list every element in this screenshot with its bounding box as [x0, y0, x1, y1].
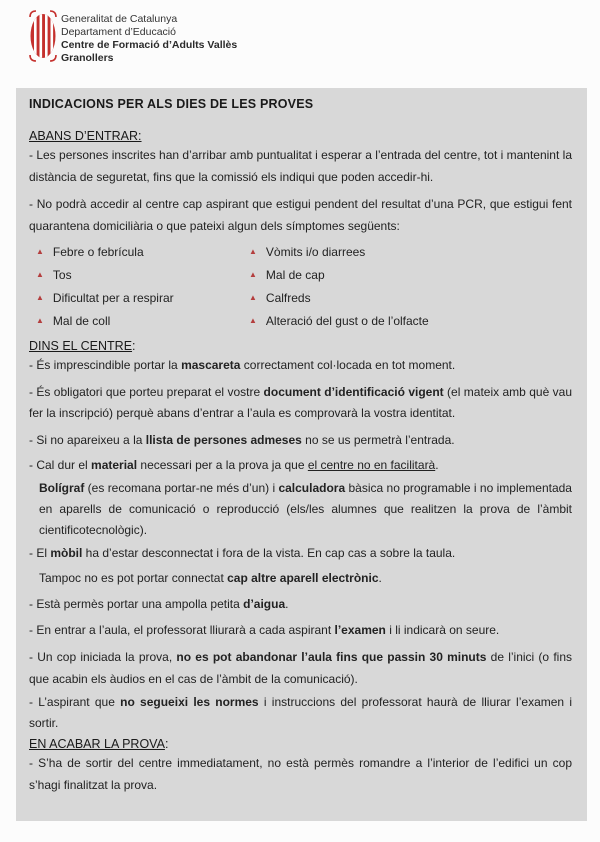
- text-segment: bàsica no programable i no implementada en aparells de comunicació o reproducció (els/les alumnes que realitzen la prova de l’àmbit cientificotecnològic).: [39, 481, 572, 537]
- generalitat-senyera-logo-icon: [29, 10, 57, 62]
- text-segment: correctament col·locada en tot moment.: [240, 358, 456, 372]
- triangle-bullet-icon: ▲: [249, 293, 257, 302]
- text-segment: ha d’estar desconnectat i fora de la vista. En cap cas a sobre la taula.: [82, 546, 456, 560]
- text-segment: Tampoc no es pot portar connectat: [39, 571, 228, 585]
- text-segment: no es pot abandonar l’aula fins que passin 30 minuts: [176, 650, 487, 664]
- paragraph: [29, 646, 572, 690]
- text-segment: d’aigua: [243, 597, 286, 611]
- symptoms-list: [29, 241, 572, 333]
- text-segment: - L’aspirant que: [29, 695, 121, 709]
- document-header: [29, 10, 237, 65]
- symptom-item: [249, 287, 429, 310]
- symptom-item: [36, 264, 249, 287]
- text-segment: llista de persones admeses: [145, 433, 302, 447]
- symptom-item: [36, 287, 249, 310]
- paragraph: [39, 567, 572, 589]
- paragraph: [29, 542, 572, 564]
- header-line-center: Centre de Formació d’Adults Vallès: [61, 39, 238, 51]
- triangle-bullet-icon: ▲: [36, 316, 44, 325]
- symptom-label: Alteració del gust o de l’olfacte: [265, 314, 429, 328]
- text-segment: material: [91, 458, 138, 472]
- symptom-item: [36, 310, 249, 333]
- text-segment: i li indicarà on seure.: [385, 623, 500, 637]
- header-line-org: Generalitat de Catalunya: [61, 13, 178, 25]
- text-segment: (es recomana portar-ne més d’un) i: [84, 481, 279, 495]
- text-segment: no se us permetrà l’entrada.: [301, 433, 455, 447]
- text-segment: .: [435, 458, 439, 472]
- text-segment: - Està permès portar una ampolla petita: [29, 597, 244, 611]
- text-segment: .: [378, 571, 382, 585]
- triangle-bullet-icon: ▲: [36, 270, 44, 279]
- section-heading-abans-entrar: [29, 129, 572, 144]
- header-org-block: [61, 10, 237, 65]
- paragraph: [29, 144, 572, 188]
- paragraph: [29, 382, 572, 424]
- symptom-label: Vòmits i/o diarrees: [265, 245, 366, 259]
- symptom-label: Calfreds: [265, 291, 311, 305]
- symptom-label: Febre o febrícula: [52, 245, 144, 259]
- triangle-bullet-icon: ▲: [249, 316, 257, 325]
- triangle-bullet-icon: ▲: [249, 247, 257, 256]
- heading-colon: :: [164, 737, 169, 751]
- notice-box: [16, 88, 587, 821]
- symptom-label: Mal de coll: [52, 314, 111, 328]
- text-segment: i instruccions del professorat haurà de lliurar l’examen i sortir.: [29, 695, 572, 730]
- text-segment: .: [285, 597, 289, 611]
- text-segment: - Si no apareixeu a la: [29, 433, 146, 447]
- text-segment: - En entrar a l’aula, el professorat lliurarà a cada aspirant: [29, 623, 335, 637]
- text-segment: - Un cop iniciada la prova,: [29, 650, 177, 664]
- paragraph: [29, 752, 572, 796]
- symptom-label: Dificultat per a respirar: [52, 291, 174, 305]
- paragraph: [29, 619, 572, 641]
- triangle-bullet-icon: ▲: [249, 270, 257, 279]
- heading-text: DINS EL CENTRE: [29, 339, 133, 353]
- heading-text: ABANS D’ENTRAR:: [29, 129, 142, 143]
- paragraph: [39, 478, 572, 541]
- symptom-label: Tos: [52, 268, 72, 282]
- section-heading-en-acabar: [29, 737, 572, 752]
- text-segment: mascareta: [181, 358, 241, 372]
- symptoms-column-right: [249, 241, 429, 333]
- section-heading-dins-centre: [29, 339, 572, 354]
- triangle-bullet-icon: ▲: [36, 247, 44, 256]
- header-line-dept: Departament d’Educació: [61, 26, 176, 38]
- text-segment: (el mateix amb què vau fer la inscripció) perquè abans d’entrar a l’aula es comprovarà la vostra identitat.: [29, 385, 572, 420]
- triangle-bullet-icon: ▲: [36, 293, 44, 302]
- symptom-item: [249, 241, 429, 264]
- symptom-label: Mal de cap: [265, 268, 325, 282]
- paragraph: [29, 193, 572, 237]
- text-segment: - És imprescindible portar la: [29, 358, 182, 372]
- paragraph: [29, 692, 572, 734]
- text-segment: - Cal dur el: [29, 458, 92, 472]
- text-segment: necessari per a la prova ja que: [137, 458, 308, 472]
- symptom-item: [36, 241, 249, 264]
- text-segment: de l’inici (o fins que acabin els àudios en el cas de l’àmbit de la comunicació).: [29, 650, 572, 686]
- text-segment: document d’identificació vigent: [263, 385, 444, 399]
- header-line-city: Granollers: [61, 52, 114, 64]
- text-segment: - El: [29, 546, 51, 560]
- paragraph: [29, 354, 572, 376]
- text-segment: l’examen: [334, 623, 386, 637]
- symptoms-column-left: [36, 241, 249, 333]
- text-segment: cap altre aparell electrònic: [227, 571, 379, 585]
- paragraph: [29, 429, 572, 451]
- text-segment: - S’ha de sortir del centre immediatament, no està permès romandre a l’interior de l’edifici un cop s’hagi finalitzat la prova.: [29, 756, 572, 792]
- text-segment: - És obligatori que porteu preparat el vostre: [29, 385, 264, 399]
- text-segment: - Les persones inscrites han d’arribar amb puntualitat i esperar a l’entrada del centre, tot i mantenint la distància de seguretat, fins que la comissió els indiqui que poden accedir-hi.: [29, 148, 572, 184]
- text-segment: calculadora: [278, 481, 346, 495]
- heading-text: EN ACABAR LA PROVA: [29, 737, 165, 751]
- text-segment: mòbil: [50, 546, 83, 560]
- text-segment: - No podrà accedir al centre cap aspirant que estigui pendent del resultat d’una PCR, que estigui fent quarantena domiciliària o que pateixi algun dels símptomes següents:: [29, 197, 572, 233]
- symptom-item: [249, 310, 429, 333]
- paragraph: [29, 593, 572, 615]
- page-title: INDICACIONS PER ALS DIES DE LES PROVES: [29, 97, 314, 111]
- text-segment: Bolígraf: [39, 481, 85, 495]
- heading-colon: :: [132, 339, 136, 353]
- text-segment: el centre no en facilitarà: [307, 458, 436, 472]
- symptom-item: [249, 264, 429, 287]
- paragraph: [29, 454, 572, 476]
- text-segment: no segueixi les normes: [120, 695, 259, 709]
